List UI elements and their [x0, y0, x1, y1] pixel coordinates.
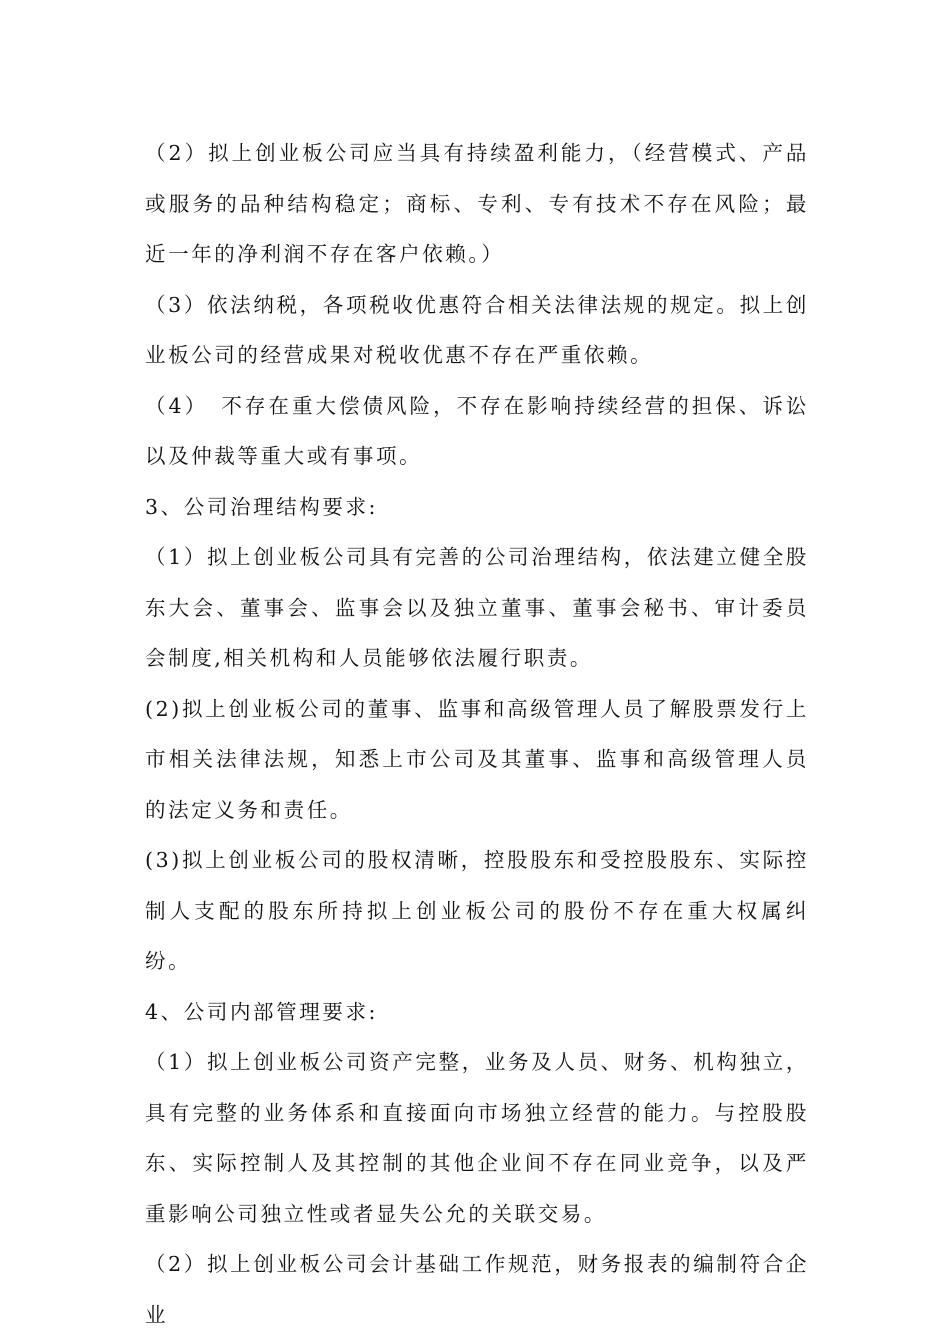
paragraph-asset-independence: （1）拟上创业板公司资产完整，业务及人员、财务、机构独立，具有完整的业务体系和直接面向市场独立经营的能力。与控股股东、实际控制人及其控制的其他企业间不存在同业竞争，以及严重影响公司独立性或者显失公允的关联交易。 [145, 1050, 809, 1226]
section-heading-governance: 3、公司治理结构要求: [145, 494, 379, 519]
paragraph-continuous-profitability: （2）拟上创业板公司应当具有持续盈利能力，（经营模式、产品或服务的品种结构稳定；商标、专利、专有技术不存在风险；最近一年的净利润不存在客户依赖。） [145, 141, 809, 266]
section-heading-internal-management: 4、公司内部管理要求: [145, 999, 379, 1024]
paragraph-governance-structure: （1）拟上创业板公司具有完善的公司治理结构，依法建立健全股东大会、董事会、监事会以及独立董事、董事会秘书、审计委员会制度,相关机构和人员能够依法履行职责。 [145, 545, 809, 670]
document-body [145, 128, 809, 1340]
paragraph-accounting-standards: （2）拟上创业板公司会计基础工作规范，财务报表的编制符合企业 [145, 1252, 809, 1327]
paragraph-equity-clarity: (3)拟上创业板公司的股权清晰，控股股东和受控股股东、实际控制人支配的股东所持拟上创业板公司的股份不存在重大权属纠纷。 [145, 848, 809, 973]
paragraph-directors-knowledge: (2)拟上创业板公司的董事、监事和高级管理人员了解股票发行上市相关法律法规，知悉上市公司及其董事、监事和高级管理人员的法定义务和责任。 [145, 696, 809, 822]
paragraph-tax-compliance: （3）依法纳税，各项税收优惠符合相关法律法规的规定。拟上创业板公司的经营成果对税收优惠不存在严重依赖。 [145, 292, 809, 367]
paragraph-debt-risk: （4） 不存在重大偿债风险，不存在影响持续经营的担保、诉讼以及仲裁等重大或有事项。 [145, 393, 809, 468]
